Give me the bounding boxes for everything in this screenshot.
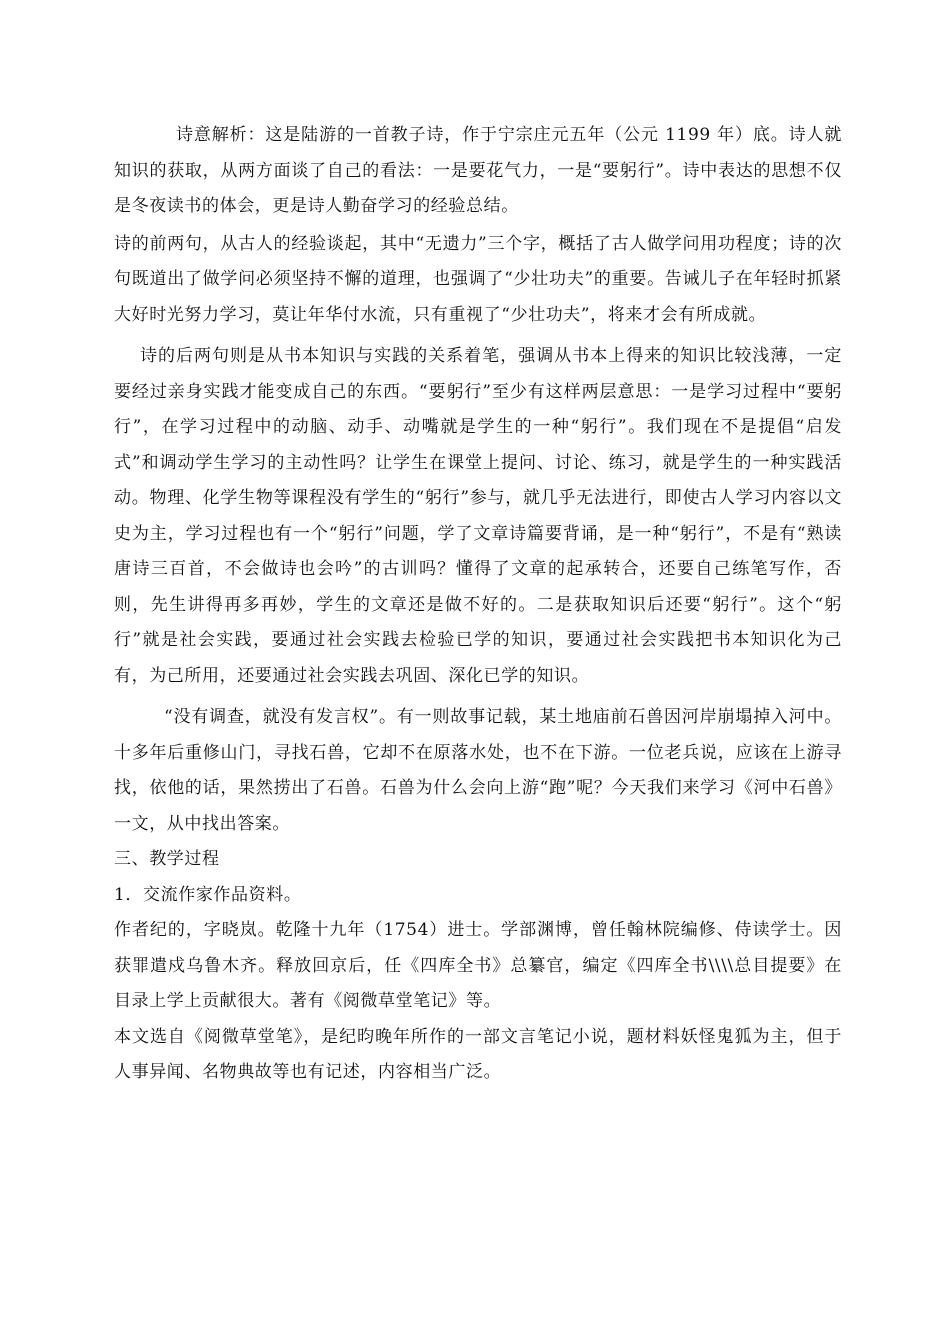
- section-heading-teaching-process: 三、教学过程: [114, 849, 220, 869]
- paragraph-story-intro: “没有调查，就没有发言权”。有一则故事记载，某土地庙前石兽因河岸崩塌掉入河中。十多年后重修山门，寻找石兽，它却不在原落水处，也不在下游。一位老兵说，应该在上游寻找，依他的话，果然捞出了石兽。石兽为什么会向上游“跑”呢？今天我们来学习《河中石兽》一文，从中找出答案。: [114, 707, 842, 834]
- paragraph-book-source: 本文选自《阅微草堂笔》，是纪昀晚年所作的一部文言笔记小说，题材料妖怪鬼狐为主，但于人事异闻、名物典故等也有记述，内容相当广泛。: [114, 1026, 842, 1082]
- paragraph-author-bio: 作者纪的，字晓岚。乾隆十九年（1754）进士。学部渊博，曾任翰林院编修、侍读学士。因获罪遣戍乌鲁木齐。释放回京后，任《四库全书》总纂官，编定《四库全书\\\\总目提要》在目录上学上贡献很大。著有《阅微草堂笔记》等。: [114, 920, 842, 1011]
- paragraph-poem-analysis: 诗意解析：这是陆游的一首教子诗，作于宁宗庄元五年（公元 1199 年）底。诗人就知识的获取，从两方面谈了自己的看法：一是要花气力，一是“要躬行”。诗中表达的思想不仅是冬夜读书的体会，更是诗人勤奋学习的经验总结。: [114, 125, 842, 216]
- paragraph-last-two-lines: 诗的后两句则是从书本知识与实践的关系着笔，强调从书本上得来的知识比较浅薄，一定要经过亲身实践才能变成自己的东西。“要躬行”至少有这样两层意思：一是学习过程中“要躬行”，在学习过程中的动脑、动手、动嘴就是学生的一种“躬行”。我们现在不是提倡“启发式”和调动学生学习的主动性吗？让学生在课堂上提问、讨论、练习，就是学生的一种实践活动。物理、化学生物等课程没有学生的“躬行”参与，就几乎无法进行，即使古人学习内容以文史为主，学习过程也有一个“躬行”问题，学了文章诗篇要背诵，是一种“躬行”，不是有“熟读唐诗三百首，不会做诗也会吟”的古训吗？懂得了文章的起承转合，还要自己练笔写作，否则，先生讲得再多再妙，学生的文章还是做不好的。二是获取知识后还要“躬行”。这个“躬行”就是社会实践，要通过社会实践去检验已学的知识，要通过社会实践把书本知识化为己有，为己所用，还要通过社会实践去巩固、深化已学的知识。: [114, 346, 842, 686]
- step-heading-author-materials: 1．交流作家作品资料。: [114, 884, 302, 905]
- paragraph-first-two-lines: 诗的前两句，从古人的经验谈起，其中“无遗力”三个字，概括了古人做学问用功程度；诗的次句既道出了做学问必须坚持不懈的道理，也强调了“少壮功夫”的重要。告诫儿子在年轻时抓紧大好时光努力学习，莫让年华付水流，只有重视了“少壮功夫”，将来才会有所成就。: [114, 233, 842, 325]
